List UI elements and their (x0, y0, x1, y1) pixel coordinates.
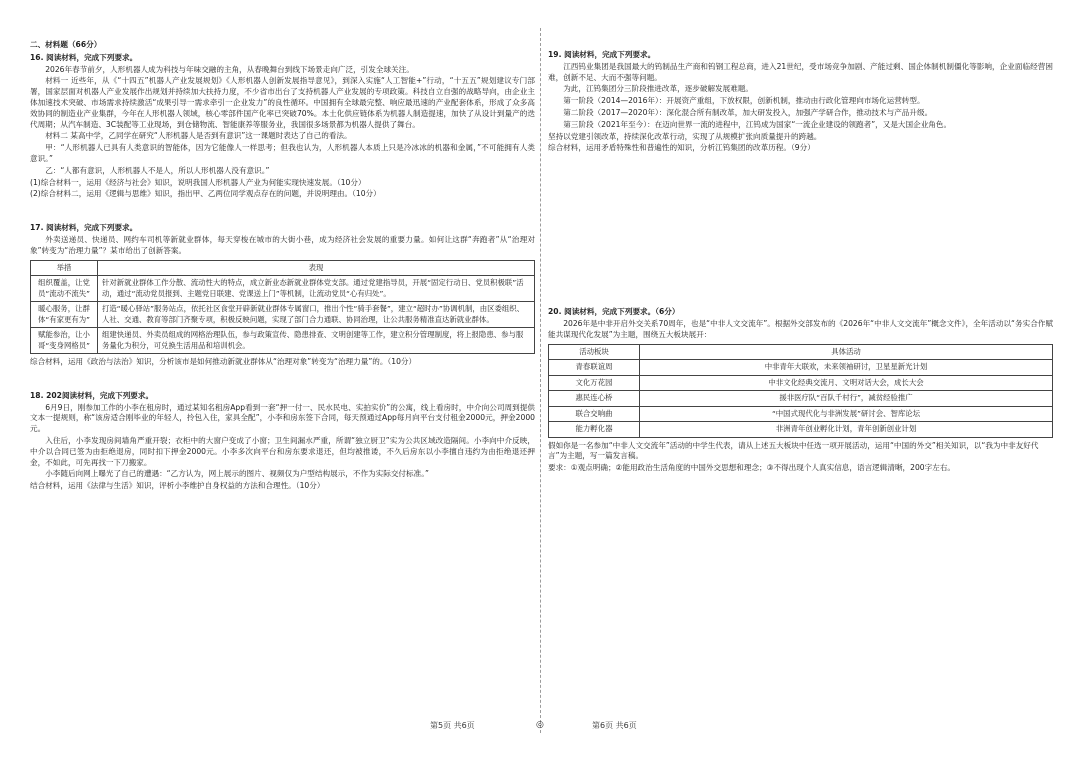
table-cell: 援非医疗队“百队千村行”，减贫经验推广 (640, 391, 1053, 407)
q19-task: 综合材料，运用矛盾特殊性和普遍性的知识，分析江钨集团的改革历程。（9分） (548, 143, 815, 153)
q18-para: 入住后，小李发现房间墙角严重开裂；衣柜中的大窗户变成了小窗；卫生间漏水严重，所谓“独立厨卫”实为公共区域改造隔间。小李向中介反映，中介以合同已签为由拒绝退房，同时扣下押金2000元。小李多次向平台和房东要求退还，但均被推诿，不久后房东以小李擅自违约为由拒绝退还押金，不如此，可先再找一下刀搬家。 (30, 436, 535, 467)
binding-mark-icon: ◎ (536, 720, 544, 730)
q16-para: 材料一 近些年，从《“十四五”机器人产业发展规划》《人形机器人创新发展指导意见》，到深入实施“人工智能+”行动，“十五五”规划建议专门部署，国家层面对机器人产业发展作出规划并持续加大扶持力度，不少省市出台了支持机器人产业发展的专项政策。科技自立自强的战略导向，由企业主体加速技术突破、市场需求持续激活“成果引导一需求牵引一企业发力”的良性循环。中国拥有全球最完整、响应最迅速的产业配套体系，形成了众多高效协同的制造业产业集群，今年在人形机器人领域，核心零部件国产化率已突破70%。本土化供应链体系为机器人制造提速，加快了从设计到量产的迭代周期；从汽车制造、3C装配等工业现场，到仓储物流、智能康养等服务业，我国很多场景都为机器人提供了舞台。 (30, 76, 535, 129)
section-title: 二、材料题（66分） (30, 40, 102, 49)
q16-para: 乙：“人都有意识，人形机器人不是人，所以人形机器人没有意识。” (45, 165, 270, 175)
q17-intro: 外卖送递员、快递员、网约车司机等新就业群体，每天穿梭在城市的大街小巷，成为经济社会发展的重要力量。如何让这群“奔跑者”从“治理对象”转变为“治理力量”？某市给出了创新答案。 (30, 234, 535, 255)
table-row (549, 391, 1053, 407)
table-cell: 惠民连心桥 (549, 391, 640, 407)
q18-task: 结合材料，运用《法律与生活》知识，评析小李维护自身权益的方法和合理性。（10分） (30, 481, 325, 491)
q16-para: 甲：“人形机器人已具有人类意识的智能体，因为它能像人一样思考；但我也认为，人形机器人本质上只是冷冰冰的机器和金属，”不可能拥有人类意识。” (30, 143, 535, 163)
q19-head: 19. 阅读材料，完成下列要求。 (548, 50, 656, 59)
q19-para: 为此，江钨集团分三阶段推进改革，逐步破解发展难题。 (563, 84, 754, 94)
right-column (548, 40, 1053, 475)
table-row (31, 328, 535, 354)
table-cell: 能力孵化器 (549, 422, 640, 438)
q20-requirement: 要求：①观点明确；②能用政治生活角度的中国外交思想和理念；③不得出现个人真实信息，语言逻辑清晰，200字左右。 (548, 463, 956, 473)
table-row (31, 276, 535, 302)
left-column (30, 40, 535, 493)
table-row (549, 422, 1053, 438)
table-row (549, 360, 1053, 376)
table-cell: 联合交响曲 (549, 406, 640, 422)
q20-intro: 2026年是中非开启外交关系70周年，也是“中非人文交流年”。根据外交部发布的《2026年“中非人文交流年”概念文件》，全年活动以“务实合作赋能共谋现代化发展”为主题，围绕五大板块展开： (548, 318, 1053, 339)
q16-task: (1)综合材料一，运用《经济与社会》知识，说明我国人形机器人产业为何能实现快速发展。（10分） (30, 177, 366, 187)
page-number-right: 第6页 共6页 (592, 721, 637, 730)
q17-table (30, 260, 535, 355)
table-cell: “中国式现代化与非洲发展”研讨会、智库论坛 (640, 406, 1053, 422)
table-cell: 中非青年大联欢，未来领袖研讨，卫星星新光计划 (640, 360, 1053, 376)
q19-para: 第三阶段（2021年至今）：在迈向世界一流的进程中，江钨成为国家“一流企业建设的领跑者”，又是大国企业角色。 (563, 119, 952, 129)
page-number-left: 第5页 共6页 (430, 721, 475, 730)
table-cell: 赋能参治，让小哥“变身网格员” (31, 328, 98, 354)
q19-extra: 坚持以党建引领改革，持续深化改革行动，实现了从规模扩张向质量提升的跨越。 (548, 131, 822, 141)
table-header-row (31, 260, 535, 276)
table-cell: 组建快递员、外卖员组成的网格治理队伍，参与政策宣传、隐患排查、文明创建等工作，建立积分管理制度，将上报隐患、参与服务量化为积分，可兑换生活用品和培训机会。 (98, 328, 535, 354)
table-cell: 非洲青年创业孵化计划，青年创新创业计划 (640, 422, 1053, 438)
q19-para: 第二阶段（2017—2020年）：深化混合所有制改革，加大研发投入，加强产学研合作，推动技术与产品升级。 (563, 107, 933, 117)
q18-head: 18. 202阅读材料，完成下列要求。 (30, 390, 154, 400)
table-cell: 文化万花园 (549, 375, 640, 391)
table-header-row (549, 344, 1053, 360)
table-cell: 暖心服务，让群体“有家更有为” (31, 302, 98, 328)
table-header-cell: 表现 (98, 260, 535, 276)
table-cell: 青春联谊周 (549, 360, 640, 376)
table-cell: 针对新就业群体工作分散、流动性大的特点，成立新业态新就业群体党支部。通过党建指导员，开展“固定行动日、党员积极联”活动，通过“流动党员报到、主题党日联建、党课送上门”等机制，让流动党员“心有归处”。 (98, 276, 535, 302)
q17-task: 综合材料，运用《政治与法治》知识，分析该市是如何推动新就业群体从“治理对象”转变为“治理力量”的。（10分） (30, 357, 417, 367)
q18-para: 6月9日，刚参加工作的小李在租房时，通过某知名租房App看到一套“押一付一、民水民电、实拍实价”的公寓，线上看房时，中介向公司周到提供文本一提规则，称“该房适合刚毕业的年轻人，拎包入住，家具全配”，小李和房东签下合同，每天预通过App每月向平台支付租金2000元，押金2000元。 (30, 402, 535, 434)
q18-para: 小李随后向网上曝光了自己的遭遇：“乙方认为，网上展示的图片、视频仅为户型结构展示，不作为实际交付标准。” (45, 469, 429, 479)
table-row (31, 302, 535, 328)
q16-head: 16. 阅读材料，完成下列要求。 (30, 52, 138, 62)
table-header-cell: 具体活动 (640, 344, 1053, 360)
q16-task: (2)综合材料二，运用《逻辑与思维》知识，指出甲、乙两位同学观点存在的问题，并说明理由。（10分） (30, 189, 381, 199)
q16-para: 材料二 某高中学，乙同学在研究“人形机器人是否到有意识”这一课题时表达了自己的看法。 (45, 131, 352, 141)
table-cell: 组织覆盖，让党员“流动不流失” (31, 276, 98, 302)
table-cell: 打造“暖心驿站”服务站点，依托社区食堂开辟新就业群体专属窗口，推出个性“骑手套餐”，建立“超时办”协调机制，由区委组织、人社、交通、教育等部门齐聚专项，积极反映问题，实现了部门合力通联、协同治理，让公共服务精准直达新就业群体。 (98, 302, 535, 328)
q17-head: 17. 阅读材料，完成下列要求。 (30, 223, 138, 233)
table-header-cell: 活动板块 (549, 344, 640, 360)
page-divider (540, 28, 541, 733)
q20-table (548, 344, 1053, 438)
q19-para: 第一阶段（2014—2016年）：开展资产重组，下放权限，创新机制，推动由行政化管理向市场化运营转型。 (563, 96, 925, 106)
table-cell: 中非文化经典交流月、文明对话大会，成长大会 (640, 375, 1053, 391)
q16-para: 2026年春节前夕，人形机器人成为科技与年味交融的主角，从春晚舞台到线下场景走向广泛，引发全球关注。 (45, 64, 414, 74)
table-header-cell: 举措 (31, 260, 98, 276)
table-row (549, 375, 1053, 391)
q20-task: 假如你是一名参加“中非人文交流年”活动的中学生代表，请从上述五大板块中任选一项开展活动，运用“中国的外交”相关知识，以“我为中非友好代言”为主题，写一篇发言稿。 (548, 440, 1039, 461)
table-row (549, 406, 1053, 422)
q20-head: 20. 阅读材料，完成下列要求。（6分） (548, 307, 680, 317)
q19-para: 江西钨业集团是我国最大的钨制品生产商和钨钢工程总商，进入21世纪，受市场竞争加剧、产能过剩、国企体制机制僵化等影响，企业面临经营困难，创新不足、大而不强等问题。 (548, 61, 1053, 82)
